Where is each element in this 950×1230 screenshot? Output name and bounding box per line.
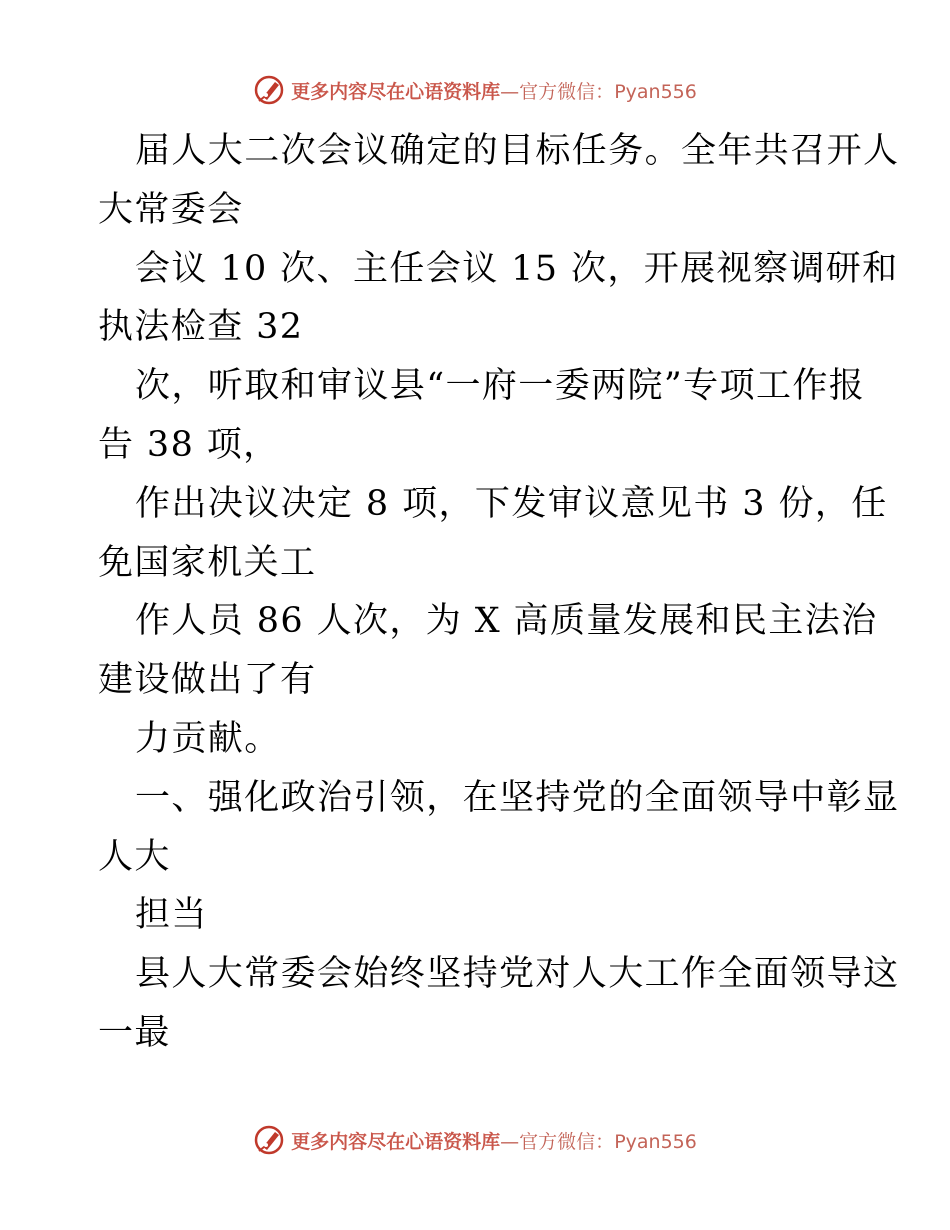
footer-watermark: [0, 1120, 950, 1160]
header-watermark: [0, 70, 950, 110]
document-body: [98, 122, 900, 1063]
body-line: 作人员 86 人次，为 X 高质量发展和民主法治: [135, 601, 878, 642]
watermark-main-text: 更多内容尽在心语资料库: [291, 1130, 501, 1153]
body-line: 大常委会: [98, 189, 244, 230]
watermark-separator: —: [500, 80, 520, 103]
body-line: 作出决议决定 8 项，下发审议意见书 3 份，任: [135, 483, 888, 524]
body-line: 次，听取和审议县“一府一委两院”专项工作报: [135, 366, 866, 407]
watermark-text: [291, 1127, 697, 1154]
body-line: 建设做出了有: [98, 660, 317, 701]
watermark-label: 官方微信：: [519, 80, 615, 103]
watermark-id: Pyan556: [614, 80, 697, 103]
body-line: 执法检查 32: [98, 307, 304, 348]
pen-nib-logo-icon: [253, 73, 287, 107]
watermark-text: [291, 77, 697, 104]
section-heading-line: 一、强化政治引领，在坚持党的全面领导中彰显: [135, 777, 900, 818]
watermark-id: Pyan556: [614, 1130, 697, 1153]
section-heading-line: 人大: [98, 836, 171, 877]
section-heading-line: 担当: [135, 895, 208, 936]
watermark-label: 官方微信：: [519, 1130, 615, 1153]
body-line: 免国家机关工: [98, 542, 317, 583]
watermark-main-text: 更多内容尽在心语资料库: [291, 80, 501, 103]
body-line: 力贡献。: [135, 718, 281, 759]
body-line: 告 38 项，: [98, 424, 280, 465]
body-line: 县人大常委会始终坚持党对人大工作全面领导这: [135, 954, 900, 995]
pen-nib-logo-icon: [253, 1123, 287, 1157]
body-line: 届人大二次会议确定的目标任务。全年共召开人: [135, 131, 900, 171]
body-line: 会议 10 次、主任会议 15 次，开展视察调研和: [135, 248, 899, 289]
watermark-separator: —: [500, 1130, 520, 1153]
body-line: 一最: [98, 1012, 171, 1053]
